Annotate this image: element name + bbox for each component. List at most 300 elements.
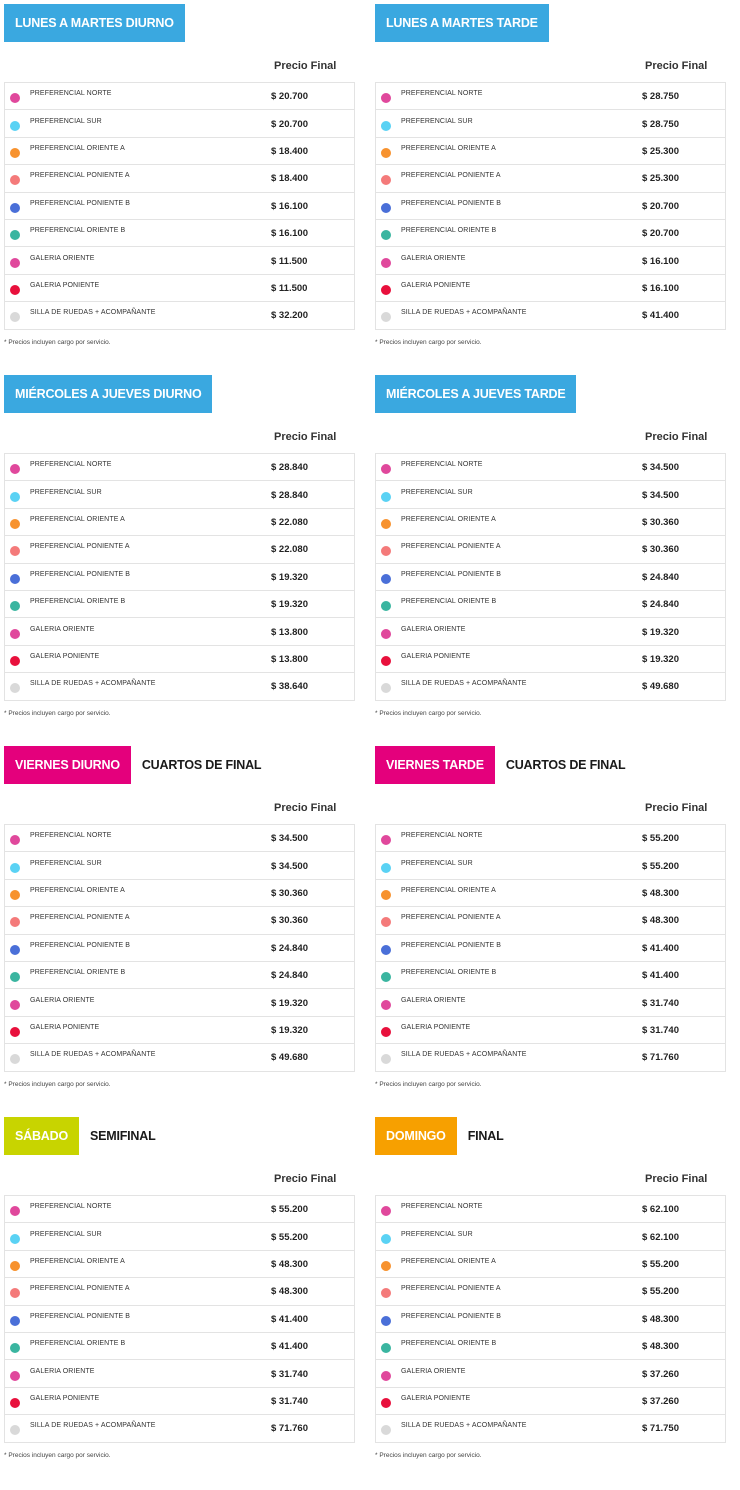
- price-column-title: Precio Final: [645, 431, 708, 443]
- zone-color-dot-icon: [10, 683, 20, 693]
- zone-name: PREFERENCIAL PONIENTE A: [401, 172, 501, 180]
- zone-price: $ 25.300: [642, 145, 679, 157]
- zone-price: $ 41.400: [271, 1313, 308, 1325]
- zone-color-dot-icon: [381, 863, 391, 873]
- table-row: [376, 220, 725, 247]
- zone-color-dot-icon: [381, 519, 391, 529]
- zone-name: PREFERENCIAL ORIENTE B: [30, 969, 126, 977]
- zone-price: $ 19.320: [271, 599, 308, 611]
- table-row: [376, 907, 725, 934]
- price-column-title: Precio Final: [274, 802, 337, 814]
- zone-color-dot-icon: [381, 1027, 391, 1037]
- table-row: [5, 1251, 354, 1278]
- zone-name: PREFERENCIAL SUR: [30, 488, 102, 496]
- zone-color-dot-icon: [381, 574, 391, 584]
- service-charge-note: * Precios incluyen cargo por servicio.: [4, 1451, 111, 1459]
- zone-price: $ 30.360: [271, 915, 308, 927]
- zone-color-dot-icon: [10, 175, 20, 185]
- zone-price: $ 41.400: [642, 942, 679, 954]
- zone-color-dot-icon: [10, 1371, 20, 1381]
- table-row: [376, 989, 725, 1016]
- zone-name: SILLA DE RUEDAS + ACOMPAÑANTE: [30, 309, 156, 317]
- zone-name: PREFERENCIAL SUR: [401, 1230, 473, 1238]
- zone-price: $ 24.840: [642, 571, 679, 583]
- zone-color-dot-icon: [10, 656, 20, 666]
- zone-price: $ 16.100: [271, 200, 308, 212]
- block-header: [4, 746, 355, 784]
- column-header: [4, 1155, 355, 1195]
- zone-name: PREFERENCIAL ORIENTE A: [30, 886, 125, 894]
- zone-price: $ 28.750: [642, 91, 679, 103]
- table-row: [5, 1017, 354, 1044]
- zone-price: $ 34.500: [642, 489, 679, 501]
- zone-color-dot-icon: [381, 1000, 391, 1010]
- zone-color-dot-icon: [381, 121, 391, 131]
- zone-name: PREFERENCIAL PONIENTE A: [401, 1285, 501, 1293]
- schedule-tab[interactable]: MIÉRCOLES A JUEVES TARDE: [375, 375, 576, 413]
- zone-price: $ 48.300: [271, 1286, 308, 1298]
- price-table: [375, 82, 726, 330]
- zone-name: PREFERENCIAL PONIENTE A: [401, 914, 501, 922]
- table-row: [376, 1360, 725, 1387]
- zone-name: PREFERENCIAL ORIENTE B: [30, 1340, 126, 1348]
- zone-name: PREFERENCIAL ORIENTE B: [401, 1340, 497, 1348]
- table-row: [5, 1044, 354, 1071]
- price-column-title: Precio Final: [274, 60, 337, 72]
- zone-color-dot-icon: [10, 492, 20, 502]
- zone-name: PREFERENCIAL ORIENTE A: [30, 515, 125, 523]
- table-row: [5, 907, 354, 934]
- zone-color-dot-icon: [10, 972, 20, 982]
- price-table: [375, 453, 726, 701]
- zone-color-dot-icon: [10, 835, 20, 845]
- zone-name: GALERIA PONIENTE: [30, 1394, 100, 1402]
- zone-color-dot-icon: [10, 917, 20, 927]
- zone-name: SILLA DE RUEDAS + ACOMPAÑANTE: [401, 1422, 527, 1430]
- column-header: [4, 42, 355, 82]
- zone-color-dot-icon: [10, 312, 20, 322]
- zone-price: $ 32.200: [271, 310, 308, 322]
- zone-color-dot-icon: [10, 1027, 20, 1037]
- zone-price: $ 19.320: [642, 626, 679, 638]
- table-row: [5, 247, 354, 274]
- zone-name: PREFERENCIAL PONIENTE A: [30, 1285, 130, 1293]
- zone-price: $ 11.500: [271, 282, 308, 294]
- zone-name: PREFERENCIAL PONIENTE A: [30, 543, 130, 551]
- zone-price: $ 20.700: [271, 118, 308, 130]
- zone-price: $ 28.750: [642, 118, 679, 130]
- column-header: [375, 42, 726, 82]
- zone-name: GALERIA PONIENTE: [401, 652, 471, 660]
- table-row: [376, 1388, 725, 1415]
- zone-name: PREFERENCIAL NORTE: [30, 1203, 112, 1211]
- zone-name: GALERIA ORIENTE: [401, 996, 466, 1004]
- table-row: [5, 825, 354, 852]
- zone-name: PREFERENCIAL ORIENTE B: [401, 598, 497, 606]
- zone-color-dot-icon: [10, 1288, 20, 1298]
- zone-color-dot-icon: [381, 258, 391, 268]
- zone-price: $ 24.840: [271, 970, 308, 982]
- zone-price: $ 62.100: [642, 1231, 679, 1243]
- zone-color-dot-icon: [10, 1206, 20, 1216]
- price-column-title: Precio Final: [645, 60, 708, 72]
- block-header: [375, 4, 726, 42]
- zone-color-dot-icon: [381, 464, 391, 474]
- price-table: [4, 82, 355, 330]
- table-row: [376, 1196, 725, 1223]
- zone-name: PREFERENCIAL ORIENTE A: [30, 1257, 125, 1265]
- zone-price: $ 13.800: [271, 653, 308, 665]
- column-header: [4, 413, 355, 453]
- zone-price: $ 31.740: [271, 1395, 308, 1407]
- table-row: [376, 302, 725, 329]
- zone-color-dot-icon: [10, 203, 20, 213]
- schedule-tab[interactable]: VIERNES DIURNO: [4, 746, 131, 784]
- zone-price: $ 48.300: [271, 1258, 308, 1270]
- schedule-tab[interactable]: VIERNES TARDE: [375, 746, 495, 784]
- table-row: [5, 1278, 354, 1305]
- zone-name: PREFERENCIAL PONIENTE B: [30, 570, 131, 578]
- table-row: [5, 83, 354, 110]
- zone-name: PREFERENCIAL NORTE: [30, 461, 112, 469]
- table-row: [376, 646, 725, 673]
- zone-color-dot-icon: [10, 285, 20, 295]
- zone-color-dot-icon: [381, 285, 391, 295]
- zone-price: $ 48.300: [642, 887, 679, 899]
- zone-color-dot-icon: [381, 93, 391, 103]
- price-block: [4, 746, 355, 1088]
- round-label: FINAL: [467, 1129, 504, 1143]
- block-header: [375, 746, 726, 784]
- zone-price: $ 20.700: [642, 228, 679, 240]
- price-table: [375, 1195, 726, 1443]
- table-row: [376, 454, 725, 481]
- zone-price: $ 28.840: [271, 489, 308, 501]
- table-row: [376, 591, 725, 618]
- zone-price: $ 37.260: [642, 1395, 679, 1407]
- zone-color-dot-icon: [381, 1206, 391, 1216]
- table-row: [5, 591, 354, 618]
- zone-price: $ 22.080: [271, 516, 308, 528]
- zone-name: PREFERENCIAL SUR: [401, 859, 473, 867]
- zone-name: PREFERENCIAL SUR: [30, 1230, 102, 1238]
- zone-price: $ 49.680: [271, 1052, 308, 1064]
- table-row: [5, 165, 354, 192]
- table-row: [376, 536, 725, 563]
- zone-price: $ 19.320: [642, 653, 679, 665]
- zone-name: PREFERENCIAL NORTE: [401, 90, 483, 98]
- zone-color-dot-icon: [381, 1054, 391, 1064]
- zone-color-dot-icon: [10, 1425, 20, 1435]
- zone-price: $ 31.740: [271, 1368, 308, 1380]
- table-row: [5, 1333, 354, 1360]
- zone-price: $ 48.300: [642, 1341, 679, 1353]
- zone-price: $ 55.200: [271, 1204, 308, 1216]
- zone-color-dot-icon: [10, 464, 20, 474]
- table-row: [5, 509, 354, 536]
- schedule-tab[interactable]: MIÉRCOLES A JUEVES DIURNO: [4, 375, 212, 413]
- zone-price: $ 11.500: [271, 255, 308, 267]
- zone-price: $ 28.840: [271, 462, 308, 474]
- zone-color-dot-icon: [381, 1261, 391, 1271]
- zone-name: GALERIA ORIENTE: [401, 625, 466, 633]
- schedule-tab[interactable]: DOMINGO: [375, 1117, 457, 1155]
- zone-name: PREFERENCIAL SUR: [30, 859, 102, 867]
- zone-price: $ 20.700: [642, 200, 679, 212]
- zone-name: GALERIA ORIENTE: [30, 996, 95, 1004]
- zone-price: $ 24.840: [271, 942, 308, 954]
- block-header: [4, 4, 355, 42]
- zone-name: GALERIA PONIENTE: [30, 1023, 100, 1031]
- zone-name: SILLA DE RUEDAS + ACOMPAÑANTE: [401, 1051, 527, 1059]
- table-row: [376, 247, 725, 274]
- table-row: [376, 275, 725, 302]
- zone-color-dot-icon: [381, 945, 391, 955]
- block-header: [4, 375, 355, 413]
- zone-price: $ 30.360: [642, 516, 679, 528]
- zone-color-dot-icon: [381, 1234, 391, 1244]
- price-block: [375, 4, 726, 346]
- table-row: [376, 83, 725, 110]
- block-header: [4, 1117, 355, 1155]
- zone-price: $ 55.200: [642, 1286, 679, 1298]
- zone-color-dot-icon: [381, 1371, 391, 1381]
- schedule-tab[interactable]: LUNES A MARTES TARDE: [375, 4, 549, 42]
- table-row: [5, 1360, 354, 1387]
- zone-name: PREFERENCIAL ORIENTE A: [401, 1257, 496, 1265]
- zone-price: $ 71.750: [642, 1423, 679, 1435]
- table-row: [376, 962, 725, 989]
- zone-color-dot-icon: [10, 93, 20, 103]
- price-table: [4, 1195, 355, 1443]
- table-row: [376, 880, 725, 907]
- table-row: [376, 138, 725, 165]
- zone-name: SILLA DE RUEDAS + ACOMPAÑANTE: [401, 680, 527, 688]
- zone-name: PREFERENCIAL NORTE: [30, 832, 112, 840]
- service-charge-note: * Precios incluyen cargo por servicio.: [4, 1080, 111, 1088]
- table-row: [5, 564, 354, 591]
- zone-color-dot-icon: [10, 601, 20, 611]
- schedule-tab[interactable]: SÁBADO: [4, 1117, 79, 1155]
- zone-name: PREFERENCIAL PONIENTE B: [401, 199, 502, 207]
- price-block: [375, 1117, 726, 1459]
- table-row: [376, 1223, 725, 1250]
- service-charge-note: * Precios incluyen cargo por servicio.: [4, 338, 111, 346]
- table-row: [376, 618, 725, 645]
- zone-name: PREFERENCIAL PONIENTE A: [30, 914, 130, 922]
- zone-name: PREFERENCIAL SUR: [30, 117, 102, 125]
- zone-color-dot-icon: [381, 972, 391, 982]
- zone-price: $ 55.200: [642, 833, 679, 845]
- zone-color-dot-icon: [381, 683, 391, 693]
- zone-name: PREFERENCIAL PONIENTE B: [30, 941, 131, 949]
- price-block: [4, 1117, 355, 1459]
- column-header: [375, 784, 726, 824]
- column-header: [4, 784, 355, 824]
- zone-price: $ 16.100: [642, 255, 679, 267]
- zone-color-dot-icon: [381, 917, 391, 927]
- table-row: [376, 165, 725, 192]
- zone-color-dot-icon: [381, 1343, 391, 1353]
- zone-color-dot-icon: [381, 312, 391, 322]
- table-row: [5, 1388, 354, 1415]
- table-row: [5, 454, 354, 481]
- zone-name: PREFERENCIAL PONIENTE B: [401, 1312, 502, 1320]
- zone-color-dot-icon: [381, 1316, 391, 1326]
- service-charge-note: * Precios incluyen cargo por servicio.: [375, 338, 482, 346]
- zone-color-dot-icon: [10, 121, 20, 131]
- zone-color-dot-icon: [10, 1398, 20, 1408]
- zone-color-dot-icon: [381, 890, 391, 900]
- zone-name: GALERIA ORIENTE: [30, 625, 95, 633]
- round-label: SEMIFINAL: [89, 1129, 156, 1143]
- table-row: [376, 481, 725, 508]
- price-table: [4, 453, 355, 701]
- zone-name: GALERIA PONIENTE: [30, 652, 100, 660]
- table-row: [376, 1306, 725, 1333]
- zone-name: PREFERENCIAL ORIENTE A: [401, 886, 496, 894]
- zone-color-dot-icon: [10, 945, 20, 955]
- zone-color-dot-icon: [381, 629, 391, 639]
- zone-color-dot-icon: [10, 230, 20, 240]
- zone-name: PREFERENCIAL SUR: [401, 488, 473, 496]
- zone-color-dot-icon: [381, 230, 391, 240]
- zone-price: $ 19.320: [271, 571, 308, 583]
- zone-color-dot-icon: [10, 1316, 20, 1326]
- zone-price: $ 16.100: [642, 282, 679, 294]
- table-row: [5, 302, 354, 329]
- zone-name: PREFERENCIAL ORIENTE B: [30, 227, 126, 235]
- block-header: [375, 1117, 726, 1155]
- table-row: [5, 1306, 354, 1333]
- zone-name: SILLA DE RUEDAS + ACOMPAÑANTE: [30, 1422, 156, 1430]
- zone-color-dot-icon: [10, 1261, 20, 1271]
- table-row: [5, 481, 354, 508]
- column-header: [375, 1155, 726, 1195]
- zone-color-dot-icon: [381, 203, 391, 213]
- zone-name: PREFERENCIAL NORTE: [30, 90, 112, 98]
- price-column-title: Precio Final: [274, 1173, 337, 1185]
- zone-price: $ 62.100: [642, 1204, 679, 1216]
- table-row: [376, 193, 725, 220]
- zone-color-dot-icon: [10, 574, 20, 584]
- service-charge-note: * Precios incluyen cargo por servicio.: [375, 709, 482, 717]
- zone-name: PREFERENCIAL ORIENTE B: [30, 598, 126, 606]
- table-row: [5, 536, 354, 563]
- service-charge-note: * Precios incluyen cargo por servicio.: [4, 709, 111, 717]
- zone-price: $ 30.360: [642, 544, 679, 556]
- table-row: [5, 220, 354, 247]
- table-row: [5, 1415, 354, 1442]
- table-row: [5, 138, 354, 165]
- table-row: [5, 962, 354, 989]
- zone-price: $ 41.400: [642, 310, 679, 322]
- zone-color-dot-icon: [381, 601, 391, 611]
- zone-name: PREFERENCIAL PONIENTE B: [30, 1312, 131, 1320]
- zone-name: PREFERENCIAL ORIENTE A: [30, 144, 125, 152]
- zone-name: GALERIA PONIENTE: [401, 281, 471, 289]
- table-row: [376, 1278, 725, 1305]
- zone-name: SILLA DE RUEDAS + ACOMPAÑANTE: [401, 309, 527, 317]
- price-table: [375, 824, 726, 1072]
- zone-name: PREFERENCIAL PONIENTE B: [401, 941, 502, 949]
- service-charge-note: * Precios incluyen cargo por servicio.: [375, 1451, 482, 1459]
- zone-name: GALERIA PONIENTE: [30, 281, 100, 289]
- zone-price: $ 19.320: [271, 1024, 308, 1036]
- zone-color-dot-icon: [10, 258, 20, 268]
- zone-color-dot-icon: [381, 1288, 391, 1298]
- zone-color-dot-icon: [10, 863, 20, 873]
- zone-price: $ 18.400: [271, 145, 308, 157]
- zone-color-dot-icon: [10, 519, 20, 529]
- zone-color-dot-icon: [10, 148, 20, 158]
- table-row: [376, 509, 725, 536]
- zone-price: $ 48.300: [642, 1313, 679, 1325]
- zone-price: $ 31.740: [642, 1024, 679, 1036]
- zone-name: GALERIA PONIENTE: [401, 1023, 471, 1031]
- zone-price: $ 41.400: [271, 1341, 308, 1353]
- table-row: [376, 110, 725, 137]
- zone-name: SILLA DE RUEDAS + ACOMPAÑANTE: [30, 1051, 156, 1059]
- table-row: [376, 935, 725, 962]
- zone-name: PREFERENCIAL ORIENTE A: [401, 515, 496, 523]
- table-row: [5, 880, 354, 907]
- price-block: [4, 375, 355, 717]
- table-row: [376, 1017, 725, 1044]
- table-row: [5, 1223, 354, 1250]
- zone-name: GALERIA ORIENTE: [401, 1367, 466, 1375]
- zone-price: $ 18.400: [271, 173, 308, 185]
- table-row: [5, 110, 354, 137]
- zone-price: $ 71.760: [642, 1052, 679, 1064]
- zone-color-dot-icon: [381, 835, 391, 845]
- price-column-title: Precio Final: [274, 431, 337, 443]
- table-row: [376, 852, 725, 879]
- price-table: [4, 824, 355, 1072]
- zone-color-dot-icon: [10, 546, 20, 556]
- zone-name: SILLA DE RUEDAS + ACOMPAÑANTE: [30, 680, 156, 688]
- zone-price: $ 49.680: [642, 681, 679, 693]
- zone-name: GALERIA ORIENTE: [30, 254, 95, 262]
- table-row: [376, 825, 725, 852]
- table-row: [376, 1415, 725, 1442]
- table-row: [5, 1196, 354, 1223]
- zone-price: $ 19.320: [271, 997, 308, 1009]
- zone-name: PREFERENCIAL NORTE: [401, 1203, 483, 1211]
- zone-price: $ 37.260: [642, 1368, 679, 1380]
- zone-price: $ 24.840: [642, 599, 679, 611]
- table-row: [5, 673, 354, 700]
- zone-name: PREFERENCIAL NORTE: [401, 832, 483, 840]
- zone-price: $ 31.740: [642, 997, 679, 1009]
- zone-price: $ 34.500: [271, 833, 308, 845]
- schedule-tab[interactable]: LUNES A MARTES DIURNO: [4, 4, 185, 42]
- table-row: [5, 935, 354, 962]
- column-header: [375, 413, 726, 453]
- zone-color-dot-icon: [10, 1234, 20, 1244]
- zone-price: $ 13.800: [271, 626, 308, 638]
- table-row: [5, 989, 354, 1016]
- zone-name: GALERIA ORIENTE: [30, 1367, 95, 1375]
- table-row: [5, 646, 354, 673]
- zone-color-dot-icon: [10, 1000, 20, 1010]
- zone-name: PREFERENCIAL ORIENTE B: [401, 227, 497, 235]
- zone-name: PREFERENCIAL NORTE: [401, 461, 483, 469]
- table-row: [5, 193, 354, 220]
- zone-name: PREFERENCIAL PONIENTE B: [401, 570, 502, 578]
- zone-price: $ 16.100: [271, 228, 308, 240]
- table-row: [5, 275, 354, 302]
